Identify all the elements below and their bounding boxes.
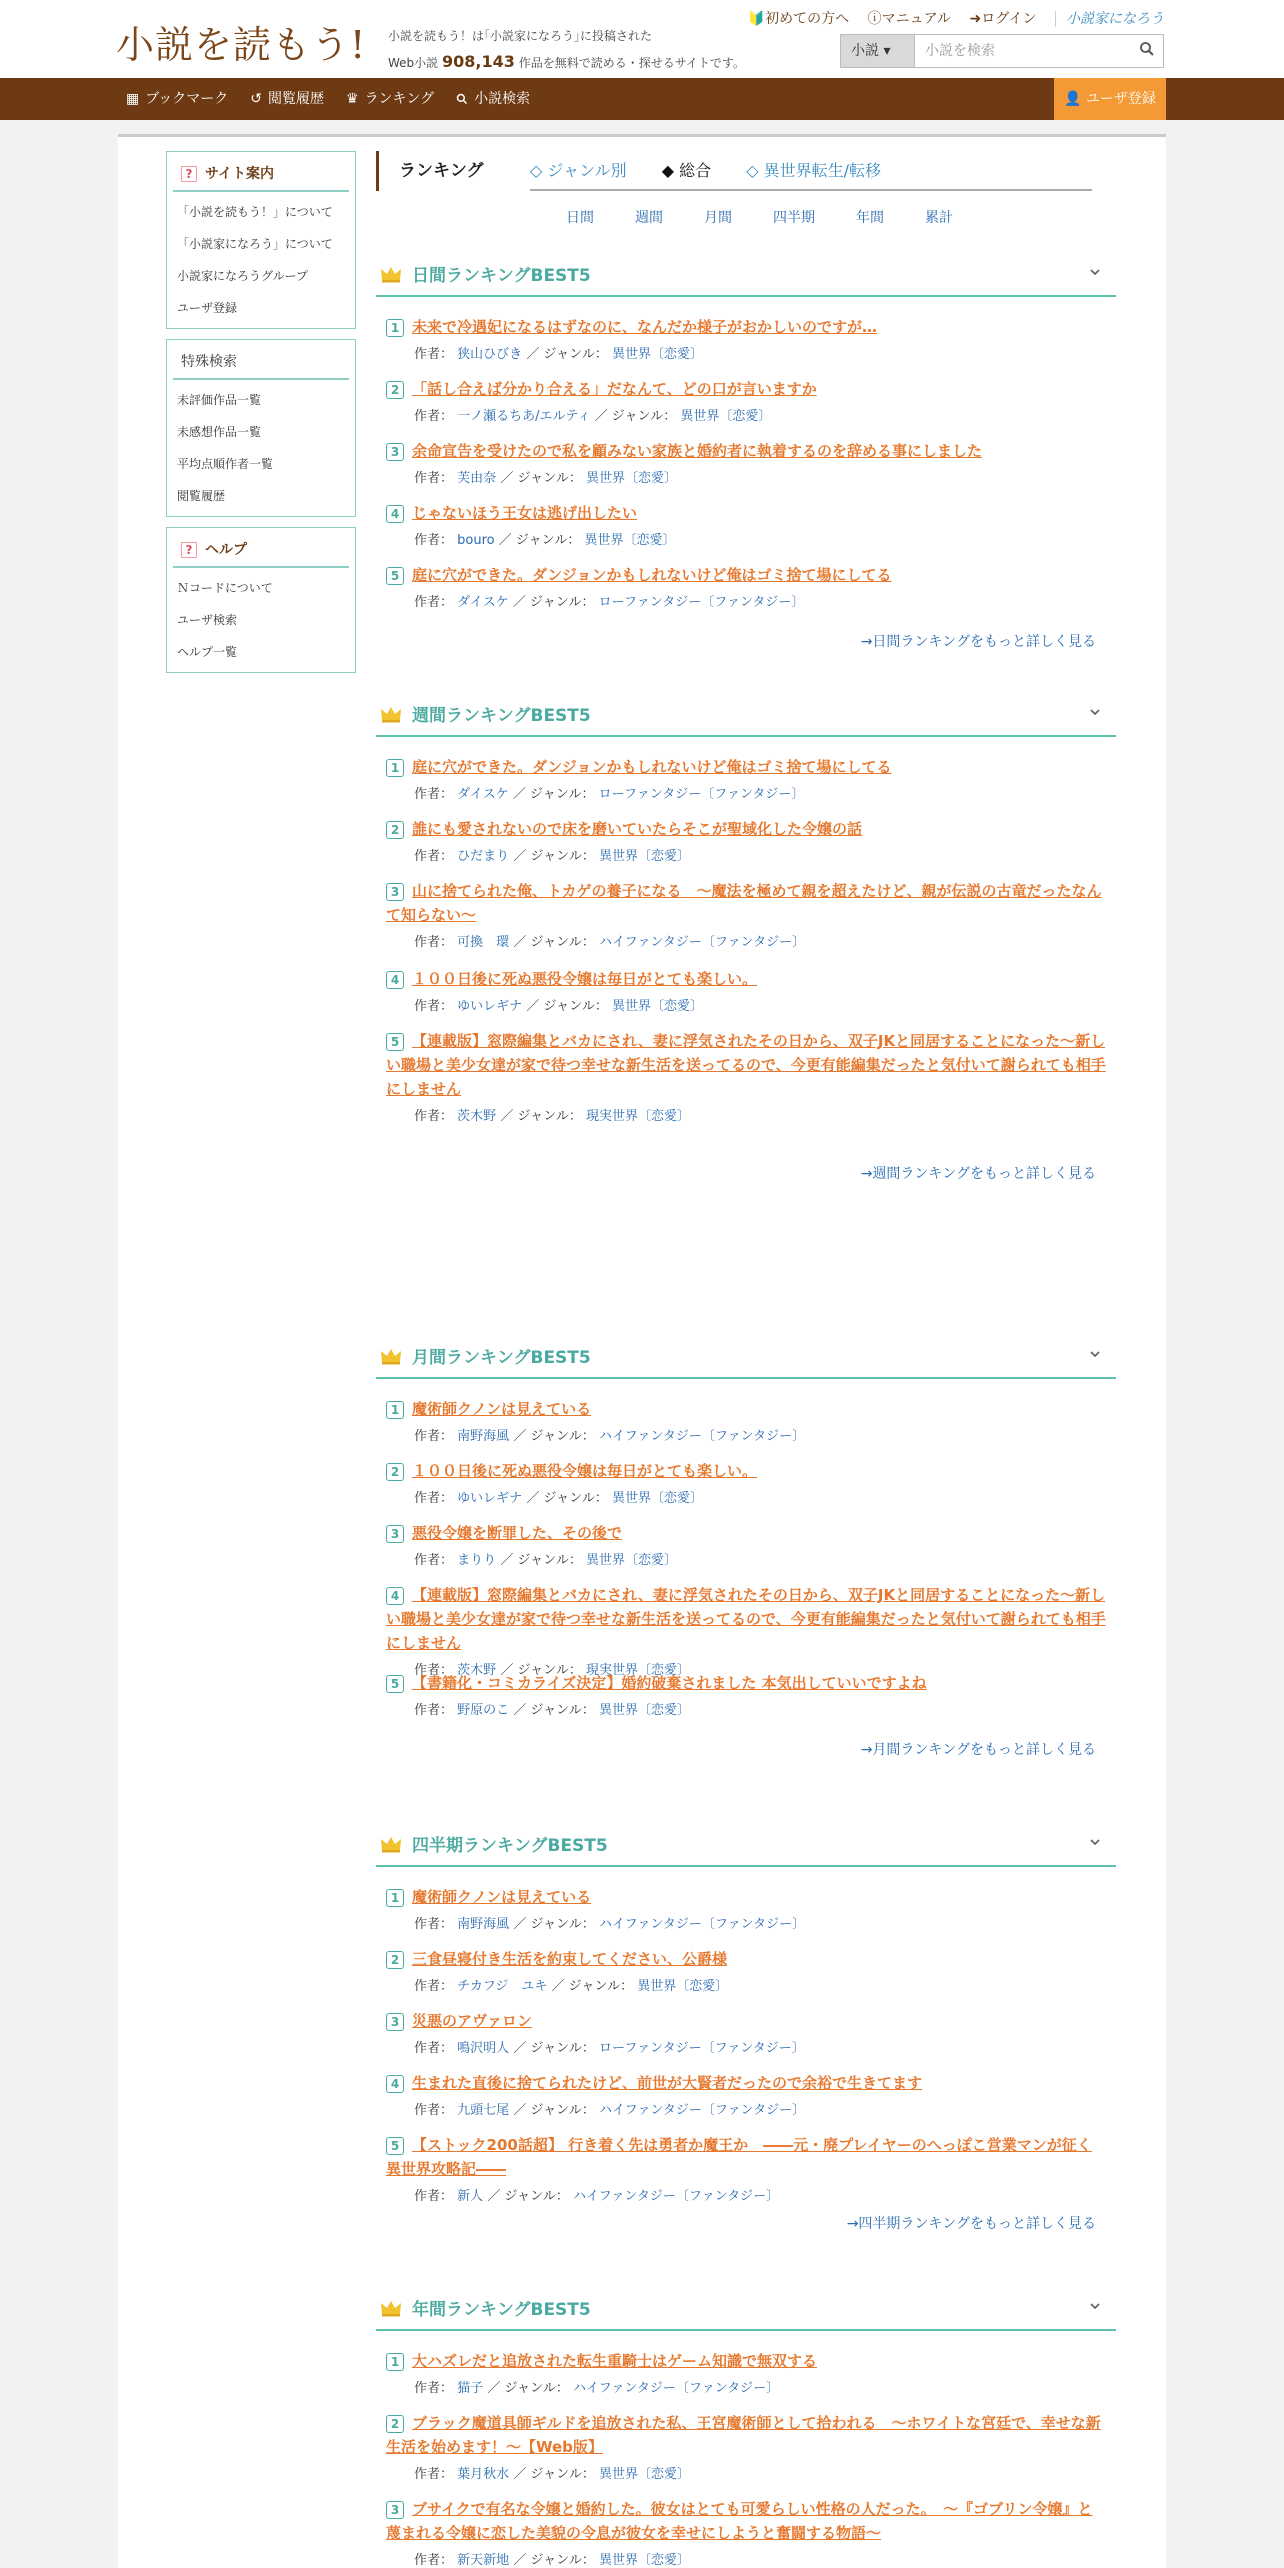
author-label: 作者： <box>414 999 454 1014</box>
rank-badge: 3 <box>386 883 404 901</box>
author-label: 作者： <box>414 595 454 610</box>
author-link[interactable]: ゆいレギナ <box>457 1491 523 1506</box>
ranking-entry <box>386 1671 1106 1718</box>
ranking-entry <box>386 1885 1106 1932</box>
novel-title-link[interactable]: １００日後に死ぬ悪役令嬢は毎日がとても楽しい。 <box>412 970 758 988</box>
genre-link[interactable]: ハイファンタジー〔ファンタジー〕 <box>599 935 806 950</box>
crown-icon <box>380 1835 402 1853</box>
novel-meta <box>386 845 1106 864</box>
tab-isekai[interactable]: ◇ 異世界転生/転移 <box>746 161 882 180</box>
author-label: 作者： <box>414 1109 454 1124</box>
ranking-section <box>376 1333 1116 1758</box>
sidebar-help <box>166 527 356 673</box>
tab-genre[interactable]: ◇ ジャンル別 <box>530 161 627 180</box>
more-ranking-link[interactable]: →日間ランキングをもっと詳しく見る <box>860 634 1096 650</box>
novel-meta <box>386 529 1106 548</box>
period-link[interactable]: 累計 <box>925 210 953 226</box>
genre-link[interactable]: ハイファンタジー〔ファンタジー〕 <box>573 2381 780 2396</box>
novel-meta <box>386 2377 1106 2396</box>
rank-badge: 1 <box>386 319 404 337</box>
section-header[interactable] <box>376 1333 1116 1379</box>
author-label: 作者： <box>414 2381 454 2396</box>
rank-badge: 2 <box>386 1951 404 1969</box>
author-link[interactable]: 猫子 <box>457 2381 484 2396</box>
novel-meta <box>386 2549 1106 2568</box>
genre-link[interactable]: ハイファンタジー〔ファンタジー〕 <box>599 1429 806 1444</box>
tagline-suffix: 作品を無料で読める・探せるサイトです。 <box>518 56 745 70</box>
genre-label: ／ ジャンル： <box>594 409 677 424</box>
novel-title-link[interactable]: １００日後に死ぬ悪役令嬢は毎日がとても楽しい。 <box>412 1462 758 1480</box>
site-header <box>0 0 1284 78</box>
novel-meta <box>386 1549 1106 1568</box>
ranking-section <box>376 251 1116 650</box>
genre-link[interactable]: ハイファンタジー〔ファンタジー〕 <box>599 2103 806 2118</box>
grid-icon: ▦ <box>126 91 140 107</box>
chevron-down-icon[interactable] <box>1088 265 1102 279</box>
author-link[interactable]: 葉月秋水 <box>457 2467 510 2482</box>
author-label: 作者： <box>414 1429 454 1444</box>
rank-badge: 1 <box>386 1401 404 1419</box>
section-header[interactable] <box>376 1821 1116 1867</box>
ranking-entry <box>386 501 1106 548</box>
search-box <box>840 34 1164 68</box>
tab-total[interactable]: ◆ 総合 <box>661 161 712 180</box>
genre-link[interactable]: 異世界〔恋愛〕 <box>612 999 704 1014</box>
author-label: 作者： <box>414 1979 454 1994</box>
sidebar-item[interactable]: 「小説を読もう！」について <box>177 205 333 219</box>
novel-title-link[interactable]: 生まれた直後に捨てられたけど、前世が大賢者だったので余裕で生きてます <box>412 2074 923 2092</box>
author-link[interactable]: 芙由奈 <box>457 471 497 486</box>
author-link[interactable]: 一ノ瀬るちあ/エルティ <box>457 409 591 424</box>
ranking-entry <box>386 2009 1106 2056</box>
crown-icon <box>380 265 402 283</box>
rank-badge: 4 <box>386 2075 404 2093</box>
main-nav <box>0 78 1284 120</box>
genre-link[interactable]: 現実世界〔恋愛〕 <box>586 1663 691 1678</box>
register-button[interactable] <box>1054 78 1166 120</box>
sidebar-heading <box>173 158 349 192</box>
ranking-tabs <box>376 151 1096 191</box>
novel-meta <box>386 1699 1106 1718</box>
genre-label: ／ ジャンル： <box>513 2041 595 2056</box>
rank-badge: 1 <box>386 2353 404 2371</box>
sidebar-item[interactable]: 平均点順作者一覧 <box>177 457 274 471</box>
nav-bookmark[interactable] <box>126 78 228 120</box>
tagline-line1: 小説を読もう！は｢小説家になろう｣に投稿された <box>388 29 653 43</box>
novel-meta <box>386 2037 1106 2056</box>
sidebar-item[interactable]: ヘルプ一覧 <box>177 645 238 659</box>
login-link[interactable]: ➜ログイン <box>969 11 1037 27</box>
novel-title-link[interactable]: 【連載版】窓際編集とバカにされ、妻に浮気されたその日から、双子JKと同居することになった〜新しい職場と美少女達が家で待つ幸せな新生活を送ってるので、今更有能編集だったと気付いて謝られても相手にしません <box>386 1586 1106 1652</box>
period-link[interactable]: 年間 <box>856 210 884 226</box>
rank-badge: 2 <box>386 821 404 839</box>
novel-meta <box>386 2185 1106 2204</box>
novel-title-link[interactable]: じゃないほう王女は逃げ出したい <box>412 504 638 522</box>
genre-link[interactable]: 異世界〔恋愛〕 <box>612 347 704 362</box>
novel-meta <box>386 591 1106 610</box>
crown-icon: ♛ <box>346 91 359 107</box>
author-label: 作者： <box>414 2553 454 2568</box>
ranking-entry <box>386 1029 1106 1124</box>
genre-label: ／ ジャンル： <box>526 347 608 362</box>
sidebar-site-guide <box>166 151 356 329</box>
novel-title-link[interactable]: ブサイクで有名な令嬢と婚約した。彼女はとても可愛らしい性格の人だった。 ～『ゴブリン令嬢』と蔑まれる令嬢に恋した美貌の令息が彼女を幸せにしようと奮闘する物語～ <box>386 2500 1093 2542</box>
author-link[interactable]: ひだまり <box>457 849 510 864</box>
sidebar-heading <box>173 346 349 380</box>
ranking-entry <box>386 315 1106 362</box>
tab-row <box>530 151 1092 191</box>
register-label: ユーザ登録 <box>1085 91 1156 107</box>
novel-title-link[interactable]: 山に捨てられた俺、トカゲの養子になる 〜魔法を極めて親を超えたけど、親が伝説の古竜だったなんて知らない〜 <box>386 882 1102 924</box>
site-logo[interactable]: 小説を読もう! <box>116 23 367 67</box>
rank-badge: 2 <box>386 1463 404 1481</box>
genre-link[interactable]: 異世界〔恋愛〕 <box>612 1491 704 1506</box>
novel-meta <box>386 2099 1106 2118</box>
genre-label: ／ ジャンル： <box>526 1491 608 1506</box>
novel-title-link[interactable]: 庭に穴ができた。ダンジョンかもしれないけど俺はゴミ捨て場にしてる <box>412 758 892 776</box>
genre-link[interactable]: ハイファンタジー〔ファンタジー〕 <box>599 1917 806 1932</box>
genre-label: ／ ジャンル： <box>513 1703 595 1718</box>
crown-icon <box>380 705 402 723</box>
genre-link[interactable]: 異世界〔恋愛〕 <box>586 471 678 486</box>
question-icon: ? <box>181 542 197 558</box>
genre-label: ／ ジャンル： <box>513 2553 595 2568</box>
author-link[interactable]: 茨木野 <box>457 1663 497 1678</box>
author-label: 作者： <box>414 935 454 950</box>
crown-icon <box>380 2299 402 2317</box>
nav-search[interactable] <box>456 78 530 120</box>
novel-title-link[interactable]: 災悪のアヴァロン <box>412 2012 532 2030</box>
novel-title-link[interactable]: 魔術師クノンは見えている <box>412 1888 592 1906</box>
ranking-entry <box>386 2071 1106 2118</box>
main-content <box>118 134 1166 2568</box>
novel-title-link[interactable]: 誰にも愛されないので床を磨いていたらそこが聖域化した令嬢の話 <box>412 820 863 838</box>
ranking-entry <box>386 1521 1106 1568</box>
genre-link[interactable]: 異世界〔恋愛〕 <box>584 533 676 548</box>
rank-badge: 3 <box>386 2501 404 2519</box>
tagline-prefix: Web小説 <box>388 56 439 70</box>
author-link[interactable]: 狭山ひびき <box>457 347 523 362</box>
ranking-section <box>376 1821 1116 2232</box>
section-header[interactable] <box>376 2285 1116 2331</box>
ranking-section <box>376 2285 1116 2568</box>
novel-meta <box>386 343 1106 362</box>
section-header[interactable] <box>376 691 1116 737</box>
ranking-entry <box>386 879 1106 950</box>
author-link[interactable]: ゆいレギナ <box>457 999 523 1014</box>
rank-badge: 3 <box>386 2013 404 2031</box>
nav-ranking[interactable] <box>346 78 434 120</box>
genre-link[interactable]: ローファンタジー〔ファンタジー〕 <box>598 787 805 802</box>
author-link[interactable]: ダイスケ <box>457 595 509 610</box>
novel-meta <box>386 1975 1106 1994</box>
author-label: 作者： <box>414 347 454 362</box>
rank-badge: 1 <box>386 759 404 777</box>
novel-title-link[interactable]: 「話し合えば分かり合える」だなんて、どの口が言いますか <box>412 380 817 398</box>
author-link[interactable]: 新天新地 <box>457 2553 510 2568</box>
login-label: ログイン <box>981 11 1037 27</box>
sidebar-title: 特殊検索 <box>181 354 237 370</box>
chevron-down-icon[interactable] <box>1088 1347 1102 1361</box>
ranking-entry <box>386 563 1106 610</box>
novel-meta <box>386 1487 1106 1506</box>
author-label: 作者： <box>414 1917 454 1932</box>
genre-link[interactable]: 異世界〔恋愛〕 <box>599 2467 691 2482</box>
history-icon: ↺ <box>250 91 262 107</box>
genre-label: ／ ジャンル： <box>513 935 595 950</box>
genre-label: ／ ジャンル： <box>513 2467 595 2482</box>
nav-bookmark-label: ブックマーク <box>145 91 229 107</box>
tab-ranking[interactable]: ランキング <box>376 151 484 191</box>
rank-badge: 5 <box>386 2137 404 2155</box>
rank-badge: 1 <box>386 1889 404 1907</box>
novel-title-link[interactable]: 未来で冷遇妃になるはずなのに、なんだか様子がおかしいのですが… <box>412 318 878 336</box>
ranking-entry <box>386 1459 1106 1506</box>
author-link[interactable]: 南野海風 <box>457 1917 510 1932</box>
novel-meta <box>386 467 1106 486</box>
novel-meta <box>386 405 1106 424</box>
sidebar-item[interactable]: 「小説家になろう」について <box>177 237 333 251</box>
genre-label: ／ ジャンル： <box>500 1663 582 1678</box>
author-link[interactable]: 九頭七尾 <box>457 2103 510 2118</box>
ranking-entry <box>386 967 1106 1014</box>
rank-badge: 4 <box>386 1587 404 1605</box>
novel-meta <box>386 1425 1106 1444</box>
search-type-select[interactable]: 小説 ▾ <box>841 35 915 67</box>
rank-badge: 5 <box>386 567 404 585</box>
genre-label: ／ ジャンル： <box>513 2103 595 2118</box>
sidebar-item[interactable]: 未評価作品一覧 <box>177 393 262 407</box>
novel-meta <box>386 995 1106 1014</box>
genre-link[interactable]: ハイファンタジー〔ファンタジー〕 <box>573 2189 780 2204</box>
rank-badge: 2 <box>386 381 404 399</box>
novel-title-link[interactable]: 【ストック200話超】 行き着く先は勇者か魔王か ――元・廃プレイヤーのへっぽこ営業マンが征く異世界攻略記―― <box>386 2136 1092 2178</box>
narou-logo-link[interactable]: 小説家になろう <box>1055 11 1164 27</box>
more-ranking-link[interactable]: →週間ランキングをもっと詳しく見る <box>860 1166 1096 1182</box>
genre-label: ／ ジャンル： <box>498 533 581 548</box>
first-visit-link[interactable]: 🔰初めての方へ <box>747 11 850 27</box>
nav-history[interactable] <box>250 78 324 120</box>
section-title: 四半期ランキングBEST5 <box>412 1836 608 1856</box>
novel-count: 908,143 <box>442 52 515 71</box>
author-link[interactable]: 新人 <box>457 2189 484 2204</box>
top-links <box>734 8 1164 28</box>
ranking-entry <box>386 2349 1106 2396</box>
genre-link[interactable]: 現実世界〔恋愛〕 <box>586 1109 691 1124</box>
novel-title-link[interactable]: 余命宣告を受けたので私を顧みない家族と婚約者に執着するのを辞める事にしました <box>412 442 983 460</box>
author-label: 作者： <box>414 2041 454 2056</box>
ranking-section <box>376 691 1116 1182</box>
genre-label: ／ ジャンル： <box>487 2189 569 2204</box>
novel-title-link[interactable]: 【連載版】窓際編集とバカにされ、妻に浮気されたその日から、双子JKと同居することになった〜新しい職場と美少女達が家で待つ幸せな新生活を送ってるので、今更有能編集だったと気付いて謝られても相手にしません <box>386 1032 1106 1098</box>
sidebar-item[interactable]: 小説家になろうグループ <box>177 269 309 283</box>
ranking-entry <box>386 1947 1106 1994</box>
period-link[interactable]: 四半期 <box>773 210 815 226</box>
author-label: 作者： <box>414 2189 454 2204</box>
genre-link[interactable]: 異世界〔恋愛〕 <box>599 2553 691 2568</box>
genre-label: ／ ジャンル： <box>513 1429 595 1444</box>
sidebar-item[interactable]: ユーザ登録 <box>177 301 238 315</box>
rank-badge: 4 <box>386 505 404 523</box>
ranking-entry <box>386 2411 1106 2482</box>
ranking-entry <box>386 1583 1106 1678</box>
first-visit-label: 初めての方へ <box>765 11 850 27</box>
novel-title-link[interactable]: 魔術師クノンは見えている <box>412 1400 592 1418</box>
more-ranking-link[interactable]: →月間ランキングをもっと詳しく見る <box>860 1742 1096 1758</box>
genre-link[interactable]: 異世界〔恋愛〕 <box>599 1703 691 1718</box>
section-title: 週間ランキングBEST5 <box>412 706 591 726</box>
sidebar-item[interactable]: 閲覧履歴 <box>177 489 226 503</box>
author-label: 作者： <box>414 409 454 424</box>
sidebar-item[interactable]: ユーザ検索 <box>177 613 238 627</box>
genre-label: ／ ジャンル： <box>500 1553 582 1568</box>
rank-badge: 4 <box>386 971 404 989</box>
sidebar-special-search <box>166 339 356 517</box>
author-label: 作者： <box>414 2103 454 2118</box>
sidebar-heading <box>173 534 349 568</box>
site-tagline <box>388 24 745 76</box>
genre-link[interactable]: 異世界〔恋愛〕 <box>637 1979 729 1994</box>
genre-label: ／ ジャンル： <box>513 849 595 864</box>
author-label: 作者： <box>414 1663 454 1678</box>
nav-search-label: 小説検索 <box>474 91 531 107</box>
ranking-entry <box>386 2497 1106 2568</box>
genre-label: ／ ジャンル： <box>500 1109 582 1124</box>
author-label: 作者： <box>414 1553 454 1568</box>
genre-label: ／ ジャンル： <box>512 787 595 802</box>
author-link[interactable]: チカフジ ユキ <box>457 1979 548 1994</box>
author-label: 作者： <box>414 533 454 548</box>
genre-link[interactable]: 異世界〔恋愛〕 <box>680 409 772 424</box>
manual-link[interactable]: ⓘマニュアル <box>867 11 952 27</box>
section-title: 年間ランキングBEST5 <box>412 2300 591 2320</box>
novel-meta <box>386 1913 1106 1932</box>
period-link[interactable]: 週間 <box>635 210 663 226</box>
manual-label: マニュアル <box>881 11 952 27</box>
author-label: 作者： <box>414 1491 454 1506</box>
author-link[interactable]: bouro <box>457 533 495 548</box>
author-link[interactable]: まりり <box>457 1553 497 1568</box>
genre-label: ／ ジャンル： <box>526 999 608 1014</box>
genre-label: ／ ジャンル： <box>513 1917 595 1932</box>
novel-title-link[interactable]: 【書籍化・コミカライズ決定】婚約破棄されました 本気出していいですよね <box>412 1674 927 1692</box>
novel-meta <box>386 1105 1106 1124</box>
rank-badge: 3 <box>386 1525 404 1543</box>
author-link[interactable]: 茨木野 <box>457 1109 497 1124</box>
ranking-entry <box>386 439 1106 486</box>
novel-title-link[interactable]: 悪役令嬢を断罪した、その後で <box>412 1524 623 1542</box>
period-link[interactable]: 月間 <box>704 210 732 226</box>
crown-icon <box>380 1347 402 1365</box>
ranking-entry <box>386 377 1106 424</box>
author-link[interactable]: 野原のこ <box>457 1703 510 1718</box>
ranking-entry <box>386 755 1106 802</box>
author-link[interactable]: ダイスケ <box>457 787 509 802</box>
nav-history-label: 閲覧履歴 <box>268 91 324 107</box>
novel-meta <box>386 2463 1106 2482</box>
sidebar-item[interactable]: 未感想作品一覧 <box>177 425 262 439</box>
section-title: 月間ランキングBEST5 <box>412 1348 591 1368</box>
novel-meta <box>386 783 1106 802</box>
sidebar-title: サイト案内 <box>205 166 275 182</box>
search-input[interactable]: 小説を検索 <box>925 43 995 59</box>
ranking-entry <box>386 2133 1106 2204</box>
rank-badge: 5 <box>386 1675 404 1693</box>
search-icon <box>456 93 468 105</box>
novel-meta <box>386 931 1106 950</box>
genre-link[interactable]: 異世界〔恋愛〕 <box>599 849 691 864</box>
nav-ranking-label: ランキング <box>364 91 435 107</box>
novel-title-link[interactable]: ブラック魔道具師ギルドを追放された私、王宮魔術師として拾われる ～ホワイトな宮廷で、幸せな新生活を始めます！～【Web版】 <box>386 2414 1101 2456</box>
ranking-entry <box>386 817 1106 864</box>
genre-label: ／ ジャンル： <box>487 2381 569 2396</box>
author-link[interactable]: 鳴沢明人 <box>457 2041 510 2056</box>
author-label: 作者： <box>414 2467 454 2482</box>
tagline-line2 <box>388 49 745 76</box>
genre-label: ／ ジャンル： <box>500 471 582 486</box>
genre-link[interactable]: ローファンタジー〔ファンタジー〕 <box>598 595 805 610</box>
genre-label: ／ ジャンル： <box>551 1979 634 1994</box>
novel-title-link[interactable]: 三食昼寝付き生活を約束してください、公爵様 <box>412 1950 728 1968</box>
ranking-entry <box>386 1397 1106 1444</box>
genre-label: ／ ジャンル： <box>512 595 595 610</box>
section-title: 日間ランキングBEST5 <box>412 266 591 286</box>
more-ranking-link[interactable]: →四半期ランキングをもっと詳しく見る <box>846 2216 1096 2232</box>
search-icon[interactable] <box>1139 41 1155 57</box>
author-label: 作者： <box>414 1703 454 1718</box>
chevron-down-icon[interactable] <box>1088 2299 1102 2313</box>
user-icon: 👤 <box>1064 91 1082 107</box>
genre-link[interactable]: ローファンタジー〔ファンタジー〕 <box>599 2041 805 2056</box>
chevron-down-icon[interactable] <box>1088 1835 1102 1849</box>
section-header[interactable] <box>376 251 1116 297</box>
genre-link[interactable]: 異世界〔恋愛〕 <box>586 1553 678 1568</box>
novel-title-link[interactable]: 大ハズレだと追放された転生重騎士はゲーム知識で無双する <box>412 2352 818 2370</box>
author-label: 作者： <box>414 471 454 486</box>
author-label: 作者： <box>414 849 454 864</box>
sidebar-item[interactable]: Ｎコードについて <box>177 581 273 595</box>
rank-badge: 3 <box>386 443 404 461</box>
novel-title-link[interactable]: 庭に穴ができた。ダンジョンかもしれないけど俺はゴミ捨て場にしてる <box>412 566 892 584</box>
author-link[interactable]: 可換 環 <box>457 935 510 950</box>
rank-badge: 2 <box>386 2415 404 2433</box>
author-link[interactable]: 南野海風 <box>457 1429 510 1444</box>
question-icon: ? <box>181 166 197 182</box>
search-type-value: 小説 <box>851 43 879 59</box>
period-link[interactable]: 日間 <box>566 210 594 226</box>
rank-badge: 5 <box>386 1033 404 1051</box>
author-label: 作者： <box>414 787 454 802</box>
chevron-down-icon[interactable] <box>1088 705 1102 719</box>
period-links <box>566 207 953 227</box>
sidebar-title: ヘルプ <box>205 542 247 558</box>
